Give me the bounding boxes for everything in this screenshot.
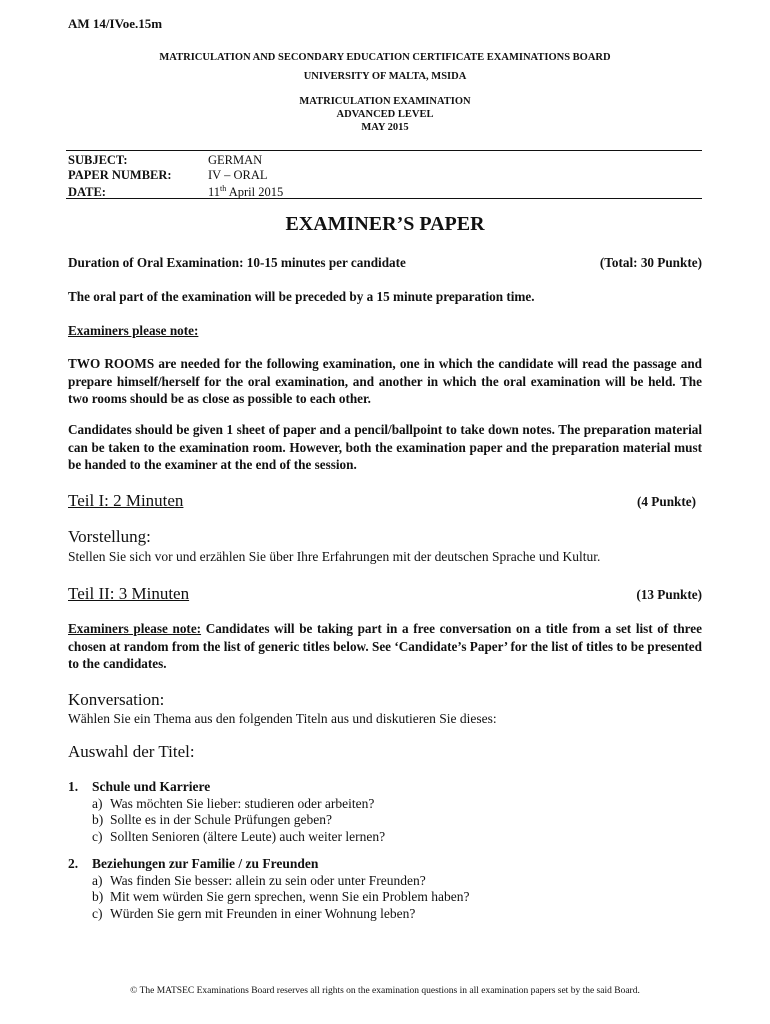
examiners-note-heading: Examiners please note: [68,323,199,338]
exam-name: MATRICULATION EXAMINATION [299,96,471,107]
board-name: MATRICULATION AND SECONDARY EDUCATION CERTIFICATE EXAMINATIONS BOARD [159,52,611,63]
list-item [68,829,702,846]
teil2-points: (13 Punkte) [636,587,702,602]
teil1-heading: Teil I: 2 Minuten [68,491,184,510]
copyright-footer: © The MATSEC Examinations Board reserves all rights on the examination questions in all examination papers set by the said Board. [130,986,640,996]
prep-note: The oral part of the examination will be preceded by a 15 minute preparation time. [68,289,535,304]
item-text: Was möchten Sie lieber: studieren oder arbeiten? [110,795,375,811]
teil2-heading-row [68,584,702,604]
date-label: DATE: [68,185,106,200]
header-rule-top [66,150,702,151]
topic-number: 2. [68,856,79,871]
teil2-note-text: Candidates will be taking part in a free conversation on a title from a set list of three chosen at random from the list of generic titles below. See ‘Candidate’s Paper’ for the list of titles to be presented to the candidates. [68,621,702,671]
total-points: (Total: 30 Punkte) [599,255,702,270]
paper-row [68,168,283,183]
item-letter: c) [92,905,103,921]
teil1-subheading: Vorstellung: [68,527,151,546]
exam-session: MAY 2015 [361,122,409,133]
page-title: EXAMINER’S PAPER [285,213,485,235]
header-rule-bottom [66,198,702,199]
exam-level: ADVANCED LEVEL [336,109,434,120]
list-item [68,889,702,906]
titles-heading: Auswahl der Titel: [68,742,195,761]
topic-title: Beziehungen zur Familie / zu Freunden [92,856,319,871]
item-text: Sollte es in der Schule Prüfungen geben? [110,812,332,827]
item-text: Mit wem würden Sie gern sprechen, wenn Sie ein Problem haben? [110,889,470,904]
subject-value: GERMAN [208,153,263,167]
teil2-instruction: Wählen Sie ein Thema aus den folgenden Titeln aus und diskutieren Sie dieses: [68,711,497,726]
item-letter: c) [92,828,103,844]
item-letter: b) [92,812,104,827]
document-code: AM 14/IVoe.15m [68,16,163,31]
teil2-heading: Teil II: 3 Minuten [68,584,190,603]
topic-1 [68,779,702,845]
item-text: Würden Sie gern mit Freunden in einer Wohnung leben? [110,905,416,921]
teil1-points: (4 Punkte) [637,494,696,509]
date-rest: April 2015 [226,185,284,200]
topic-number: 1. [68,779,79,794]
teil1-heading-row [68,491,702,511]
date-suffix: th [220,184,227,193]
teil2-note-label: Examiners please note: [68,621,202,636]
duration-row [68,255,702,271]
list-item [68,812,702,829]
topic-2 [68,856,702,922]
teil2-subheading: Konversation: [68,690,165,709]
paper-value: IV – ORAL [208,167,268,182]
item-text: Sollten Senioren (ältere Leute) auch weiter lernen? [110,828,386,844]
teil2-examiners-note [68,620,702,673]
topic-title: Schule und Karriere [92,779,211,794]
subject-label: SUBJECT: [68,153,128,167]
item-letter: a) [92,872,103,888]
item-letter: a) [92,795,103,811]
subject-row [68,153,283,168]
topic-title-row [68,779,702,796]
list-item [68,796,702,813]
topic-title-row [68,856,702,873]
item-text: Was finden Sie besser: allein zu sein oder unter Freunden? [110,872,426,888]
date-day: 11 [208,185,221,200]
list-item [68,906,702,923]
paper-label: PAPER NUMBER: [68,167,172,182]
item-letter: b) [92,889,104,904]
date-row [68,182,283,200]
meta-block [68,153,283,200]
duration-text: Duration of Oral Examination: 10-15 minutes per candidate [68,255,406,270]
rooms-paragraph: TWO ROOMS are needed for the following examination, one in which the candidate will read the passage and prepare himself/herself for the oral examination, and another in which the oral examination will be held. The two rooms should be as close as possible to each other. [68,356,702,406]
university-name: UNIVERSITY OF MALTA, MSIDA [303,71,467,82]
list-item [68,873,702,890]
teil1-instruction: Stellen Sie sich vor und erzählen Sie über Ihre Erfahrungen mit der deutschen Sprache und Kultur. [68,549,601,564]
candidates-paragraph: Candidates should be given 1 sheet of paper and a pencil/ballpoint to take down notes. The preparation material can be taken to the examination room. However, both the examination paper and the preparation material must be handed to the examiner at the end of the session. [68,422,702,472]
